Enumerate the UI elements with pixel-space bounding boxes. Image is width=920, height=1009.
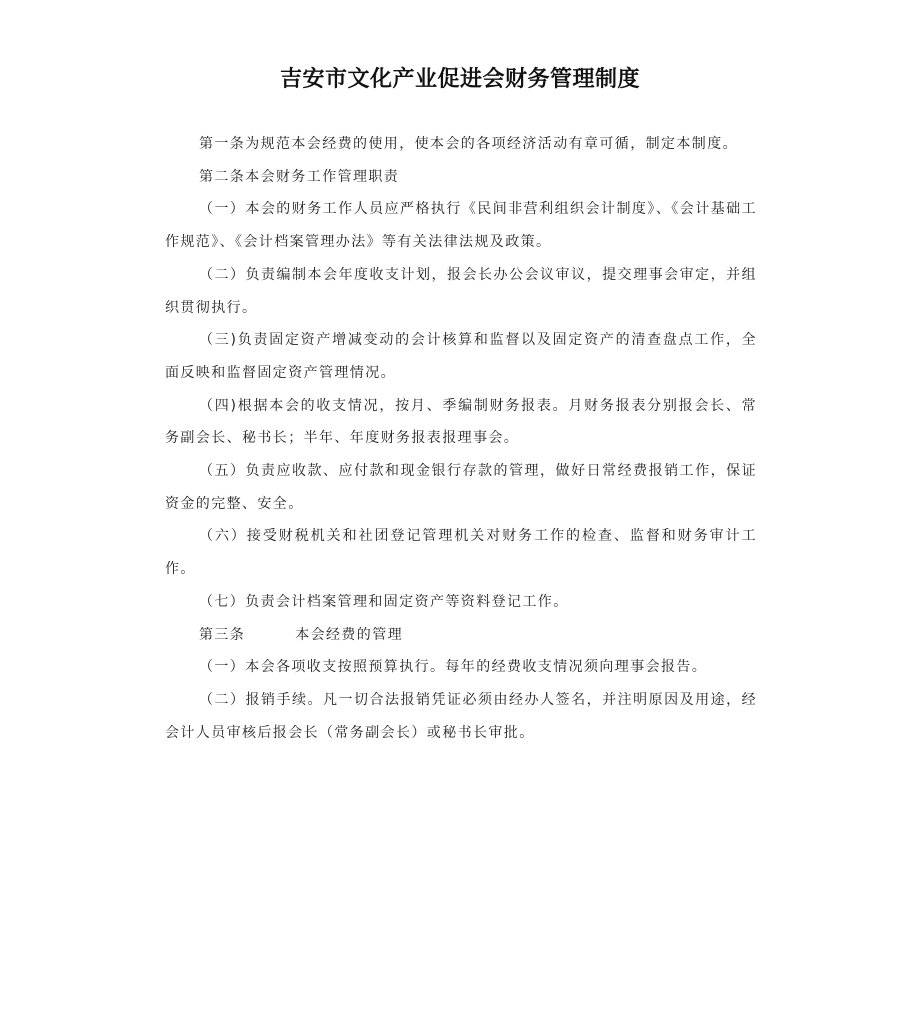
article-2-item-7: （七）负责会计档案管理和固定资产等资料登记工作。 <box>199 593 569 610</box>
article-3-item-2: （二）报销手续。凡一切合法报销凭证必须由经办人签名，并注明原因及用途，经会计人员审核后报会长（常务副会长）或秘书长审批。 <box>165 691 757 741</box>
article-1-paragraph: 第一条为规范本会经费的使用，使本会的各项经济活动有章可循，制定本制度。 <box>199 136 738 152</box>
article-2-item-3: （三)负责固定资产增减变动的会计核算和监督以及固定资产的清查盘点工作，全面反映和监督固定资产管理情况。 <box>165 332 757 381</box>
article-2-item-1: （一）本会的财务工作人员应严格执行《民间非营利组织会计制度》、《会计基础工作规范》、《会计档案管理办法》等有关法律法规及政策。 <box>165 201 757 251</box>
article-3-item-1: （一）本会各项收支按照预算执行。每年的经费收支情况须向理事会报告。 <box>199 659 708 676</box>
article-3-number: 第三条 <box>199 626 246 643</box>
article-2-item-5: （五）负责应收款、应付款和现金银行存款的管理，做好日常经费报销工作，保证资金的完整、安全。 <box>165 463 757 512</box>
article-2-item-6: （六）接受财税机关和社团登记管理机关对财务工作的检查、监督和财务审计工作。 <box>165 528 757 578</box>
document-title: 吉安市文化产业促进会财务管理制度 <box>279 67 640 92</box>
article-3-heading <box>165 619 757 652</box>
article-2-item-2: （二）负责编制本会年度收支计划，报会长办公会议审议，提交理事会审定，并组织贯彻执行。 <box>165 266 757 316</box>
article-3-title: 本会经费的管理 <box>295 626 404 643</box>
document-body <box>165 128 757 749</box>
article-2-heading: 第二条本会财务工作管理职责 <box>199 168 400 185</box>
article-2-item-4: （四)根据本会的收支情况，按月、季编制财务报表。月财务报表分别报会长、常务副会长、秘书长；半年、年度财务报表报理事会。 <box>165 397 757 447</box>
